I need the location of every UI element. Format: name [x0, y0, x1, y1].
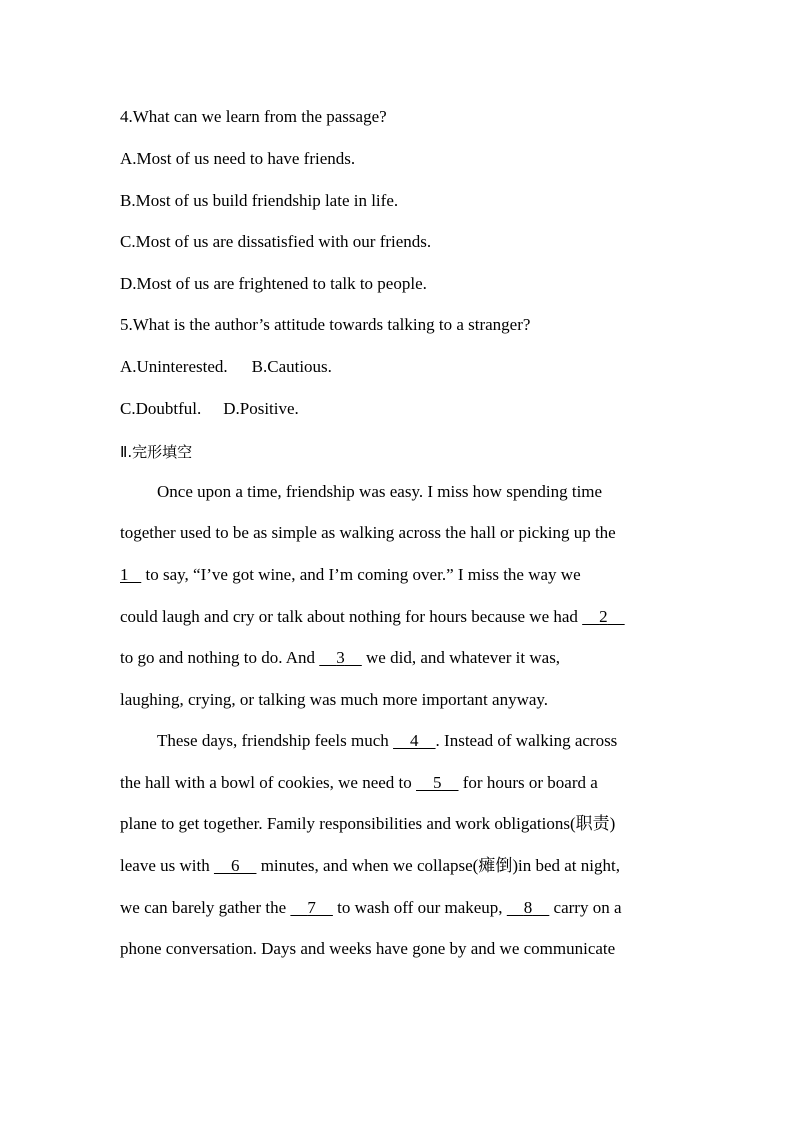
question-5-option-b: B.Cautious.: [251, 357, 332, 376]
blank-2-number: 2: [599, 607, 608, 626]
question-5-option-a: A.Uninterested.: [120, 357, 228, 376]
passage-p2-line2: [120, 772, 680, 794]
blank-1-number: 1: [120, 565, 129, 584]
passage-p1-line6: laughing, crying, or talking was much more important anyway.: [120, 690, 549, 709]
passage-text: we did, and whatever it was,: [361, 648, 561, 667]
passage-p1-line5: [120, 647, 680, 669]
passage-text: These days, friendship feels much: [157, 731, 394, 750]
blank-5: [416, 772, 459, 794]
passage-text: could laugh and cry or talk about nothing for hours because we had: [120, 607, 583, 626]
passage-text: carry on a: [549, 898, 622, 917]
passage-text: together used to be as simple as walking across the hall or picking up the: [120, 523, 616, 542]
blank-4-number: 4: [410, 731, 419, 750]
blank-5-number: 5: [433, 773, 442, 792]
passage-text: to say, “I’ve got wine, and I’m coming over.” I miss the way we: [141, 565, 581, 584]
passage-text: to go and nothing to do. And: [120, 648, 320, 667]
passage-p2-line6: phone conversation. Days and weeks have gone by and we communicate: [120, 939, 616, 958]
passage-text: leave us with: [120, 856, 214, 875]
question-5-options-ab: [120, 356, 680, 378]
question-4-option-d: D.Most of us are frightened to talk to people.: [120, 274, 427, 293]
blank-7-number: 7: [307, 898, 316, 917]
passage-p1-line3: [120, 564, 680, 586]
passage-p1-line1: Once upon a time, friendship was easy. I miss how spending time: [157, 482, 603, 501]
blank-7: [290, 897, 333, 919]
question-4-stem: 4.What can we learn from the passage?: [120, 107, 387, 126]
blank-3: [319, 647, 362, 669]
section-title-cloze: Ⅱ.完形填空: [120, 443, 193, 461]
question-5-options-cd: [120, 398, 680, 420]
passage-text: the hall with a bowl of cookies, we need to: [120, 773, 417, 792]
passage-p1-line4: [120, 606, 680, 628]
question-5-option-c: C.Doubtful.: [120, 399, 202, 418]
question-5-stem: 5.What is the author’s attitude towards talking to a stranger?: [120, 315, 531, 334]
blank-4: [393, 730, 436, 752]
passage-text: minutes, and when we collapse(瘫倒)in bed at night,: [256, 856, 620, 875]
blank-1: [120, 564, 141, 586]
blank-6: [214, 855, 257, 877]
passage-p2-line1: [157, 730, 717, 752]
passage-p2-line3: plane to get together. Family responsibilities and work obligations(职责): [120, 814, 616, 833]
blank-8: [507, 897, 550, 919]
question-4-option-a: A.Most of us need to have friends.: [120, 149, 356, 168]
passage-text: . Instead of walking across: [435, 731, 618, 750]
passage-p1-line2: [120, 522, 680, 544]
question-4-option-c: C.Most of us are dissatisfied with our friends.: [120, 232, 432, 251]
passage-p2-line5: [120, 897, 680, 919]
passage-text: we can barely gather the: [120, 898, 291, 917]
blank-8-number: 8: [523, 898, 533, 917]
question-4-option-b: B.Most of us build friendship late in life.: [120, 191, 399, 210]
blank-2: [582, 606, 625, 628]
question-5-option-d: D.Positive.: [223, 399, 299, 418]
blank-3-number: 3: [336, 648, 345, 667]
passage-text: to wash off our makeup,: [332, 898, 507, 917]
passage-text: for hours or board a: [458, 773, 598, 792]
passage-p2-line4: [120, 855, 680, 877]
blank-6-number: 6: [230, 856, 240, 875]
